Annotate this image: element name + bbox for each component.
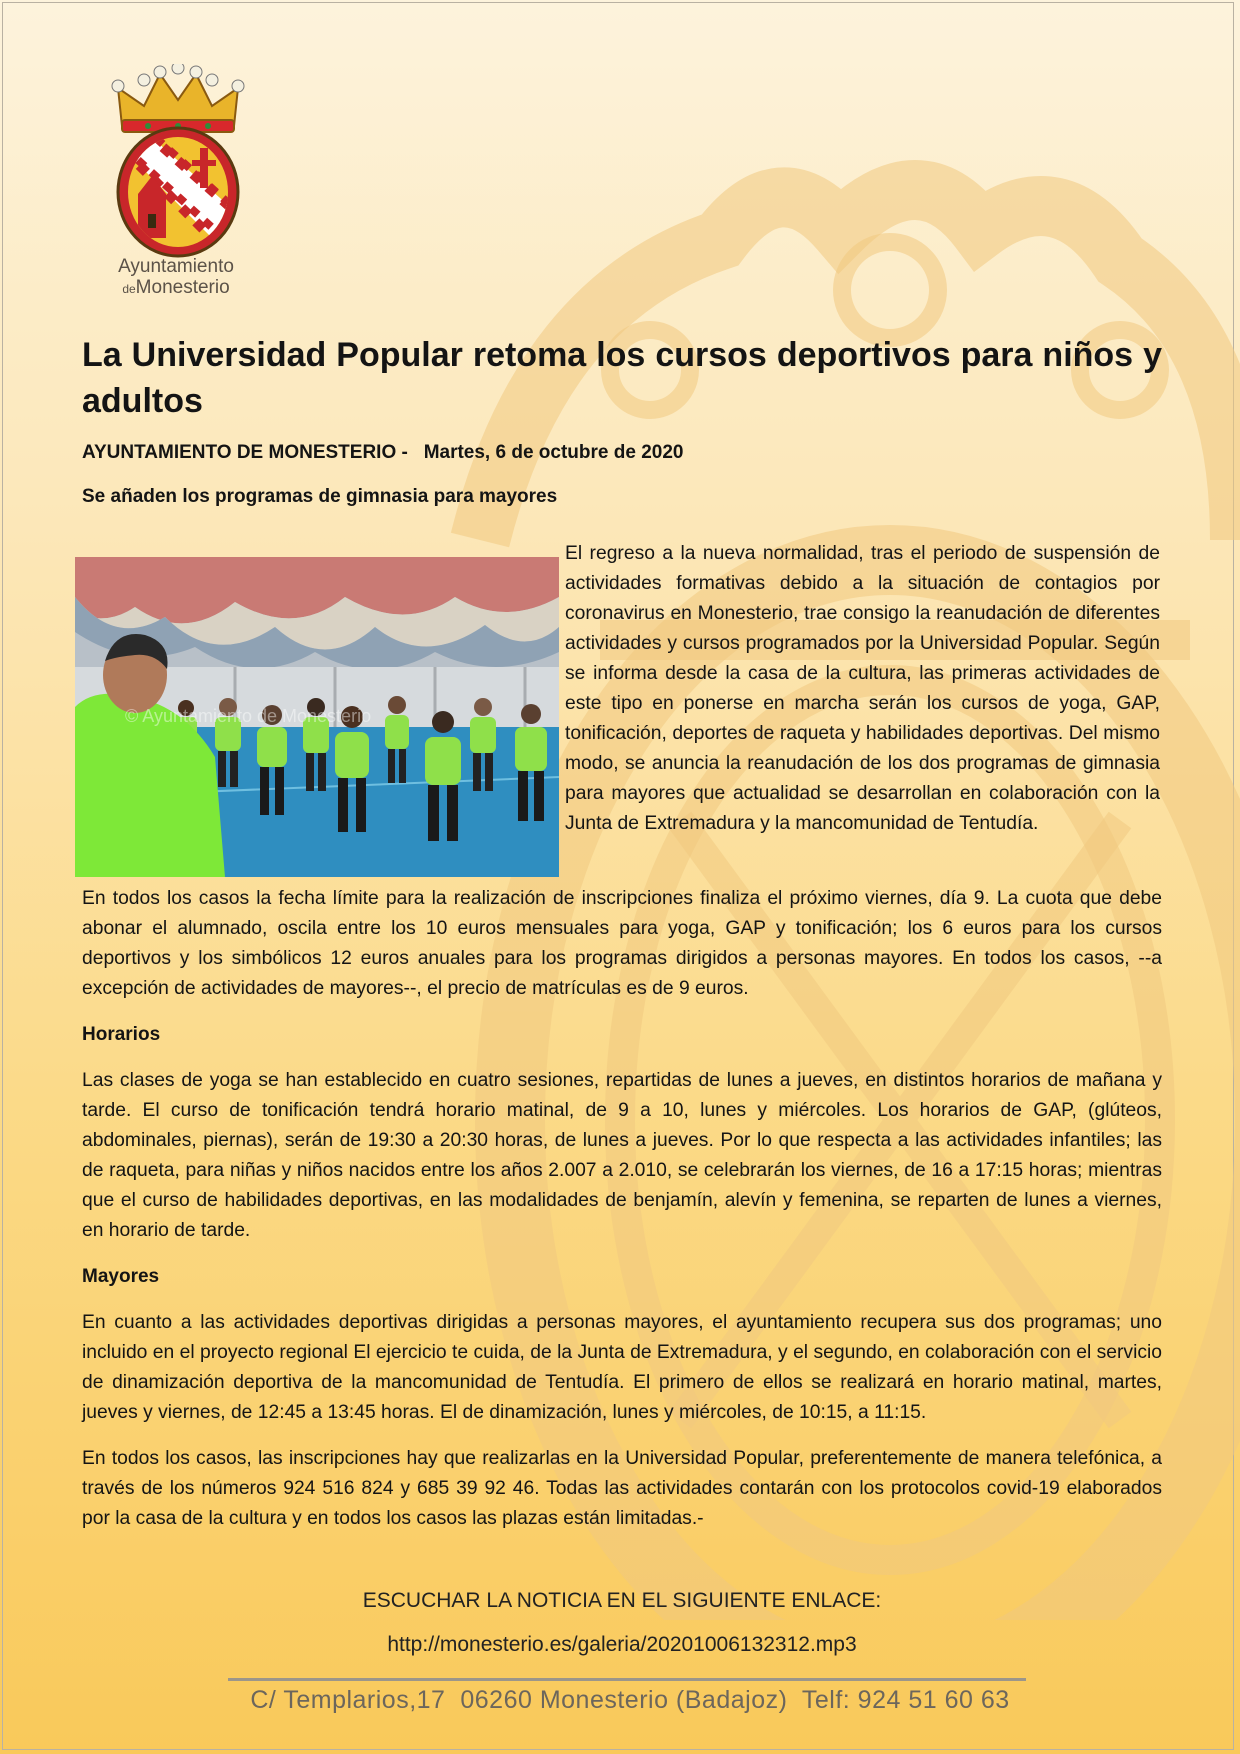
article-subtitle: Se añaden los programas de gimnasia para mayores xyxy=(82,486,558,507)
article-paragraph-3: Las clases de yoga se han establecido en cuatro sesiones, repartidas de lunes a jueves, en distintos horarios de mañana y tarde. El curso de tonificación tendrá horario matinal, de 9 a 10, lunes y miércoles. Los horarios de GAP, (glúteos, abdominales, piernas), serán de 19:30 a 20:30 horas, de lunes a jueves. Por lo que respecta a las actividades infantiles; las de raqueta, para niñas y niños nacidos entre los años 2.007 a 2.010, se celebrarán los viernes, de 16 a 17:15 horas; mientras que el curso de habilidades deportivas, en las modalidades de benjamín, alevín y femenina, se reparten de lunes a viernes, en horario de tarde. xyxy=(82,1070,1162,1241)
article-paragraph-4: En cuanto a las actividades deportivas dirigidas a personas mayores, el ayuntamiento recupera sus dos programas; uno incluido en el proyecto regional El ejercicio te cuida, de la Junta de Extremadura, y el segundo, en colaboración con el servicio de dinamización deportiva de la mancomunidad de Tentudía. El primero de ellos se realizará en horario matinal, martes, jueves y viernes, de 12:45 a 13:45 horas. El de dinamización, lunes y miércoles, de 10:15, a 11:15. xyxy=(82,1312,1162,1423)
article-paragraph-1: El regreso a la nueva normalidad, tras el periodo de suspensión de actividades formativas debido a la situación de contagios por coronavirus en Monesterio, trae consigo la reanudación de diferentes actividades y cursos programados por la Universidad Popular. Según se informa desde la casa de la cultura, las primeras actividades de este tipo en ponerse en marcha serán los cursos de yoga, GAP, tonificación, deportes de raqueta y habilidades deportivas. Del mismo modo, se anuncia la reanudación de los dos programas de gimnasia para mayores que actualidad se desarrollan en colaboración con la Junta de Extremadura y la mancomunidad de Tentudía. xyxy=(565,543,1160,834)
article-dateline xyxy=(82,442,1162,464)
article-date: Martes, 6 de octubre de 2020 xyxy=(423,442,684,463)
heading-mayores: Mayores xyxy=(82,1266,160,1287)
article-body xyxy=(82,884,1162,1550)
article-header xyxy=(82,332,1162,508)
audio-link[interactable]: http://monesterio.es/galeria/20201006132312.mp3 xyxy=(387,1633,857,1656)
article-source: AYUNTAMIENTO DE MONESTERIO - xyxy=(82,442,408,463)
crest-caption-line1: Ayuntamiento xyxy=(118,256,234,277)
article-photo xyxy=(75,557,559,877)
article-paragraph-2: En todos los casos la fecha límite para la realización de inscripciones finaliza el próximo viernes, día 9. La cuota que debe abonar el alumnado, oscila entre los 10 euros mensuales para yoga, GAP y tonificación; los 6 euros para los cursos deportivos y los simbólicos 12 euros anuales para los programas dirigidos a personas mayores. En todos los casos, --a excepción de actividades de mayores--, el precio de matrículas es de 9 euros. xyxy=(82,888,1162,999)
photo-watermark: © Ayuntamiento de Monesterio xyxy=(125,706,372,726)
article-title: La Universidad Popular retoma los cursos deportivos para niños y adultos xyxy=(82,336,1162,420)
listen-section xyxy=(82,1586,1162,1660)
footer-divider xyxy=(228,1678,1026,1681)
crest-caption-line2: deMonesterio xyxy=(122,277,230,298)
crest-caption xyxy=(96,256,256,300)
heading-horarios: Horarios xyxy=(82,1024,161,1045)
listen-label: ESCUCHAR LA NOTICIA EN EL SIGUIENTE ENLACE: xyxy=(362,1589,882,1612)
footer-address: C/ Templarios,17 06260 Monesterio (Badajoz) Telf: 924 51 60 63 xyxy=(250,1686,1010,1714)
article-paragraph-5: En todos los casos, las inscripciones hay que realizarlas en la Universidad Popular, preferentemente de manera telefónica, a través de los números 924 516 824 y 685 39 92 46. Todas las actividades contarán con los protocolos covid-19 elaborados por la casa de la cultura y en todos los casos las plazas están limitadas.- xyxy=(82,1448,1162,1529)
